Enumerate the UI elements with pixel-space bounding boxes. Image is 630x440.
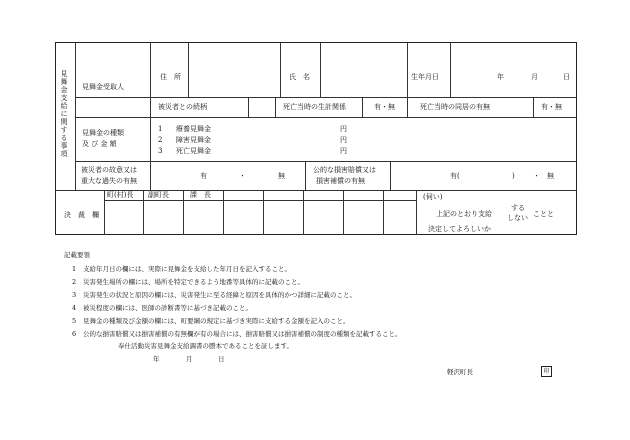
public-compensation-yes[interactable]: 有( [450,172,460,180]
stamp-box-chief[interactable] [184,201,222,234]
approval-header-deputy: 副町長 [148,191,169,199]
note-text: 見舞金の種類及び金額の欄には、町要綱の規定に基づき実際に支給する金額を記入のこと。 [83,317,350,325]
stamp-box-deputy[interactable] [144,201,182,234]
address-field[interactable] [189,43,279,96]
name-field[interactable] [321,43,406,96]
col-divider [303,190,304,235]
item-label-death: 死亡見舞金 [176,147,211,155]
item-no: 1 [158,125,163,133]
inquiry-koto: ことと [533,210,554,218]
certify-year: 年 [153,355,160,363]
seal-stamp: 印 [541,366,552,377]
item-no: 2 [158,136,163,144]
negligence-label-2: 重大な過失の有無 [81,177,137,185]
birth-month-label: 月 [531,73,538,81]
cohabit-label: 死亡当時の同居の有無 [420,103,490,111]
cohabit-value[interactable]: 有・無 [541,103,562,111]
negligence-yes[interactable]: 有 [200,172,207,180]
note-text: 被災程度の欄には、医師の診断書等に基づき記載のこと。 [83,304,252,312]
col-divider [150,42,151,117]
col-divider [275,97,276,117]
item-no: 3 [158,147,163,155]
inquiry-label: (伺い) [423,193,443,201]
certify-month: 月 [186,355,193,363]
note-text: 災害発生の状況と原因の欄には、災害発生に至る経緯と原因を具体的かつ詳細に記載のこと。 [83,291,356,299]
kind-label-2: 及 び 金 額 [82,140,117,148]
note-text: 公的な損害賠償又は損害補償の有無欄が有の場合には、損害賠償又は損害補償の制度の種類を記載すること。 [83,330,402,338]
public-compensation-label-1: 公的な損害賠償又は [313,166,376,174]
note-no: 3 [72,291,77,299]
item-label-medical: 療養見舞金 [176,125,211,133]
item-unit: 円 [340,147,347,155]
item-label-disability: 障害見舞金 [176,136,211,144]
col-divider [280,42,281,97]
breadwinner-value[interactable]: 有・無 [374,103,395,111]
public-compensation-no[interactable]: ・ 無 [533,172,554,180]
col-divider [150,117,151,161]
birthdate-label: 生年月日 [411,73,439,81]
recipient-label: 見舞金受取人 [82,83,124,91]
row-divider [55,190,577,191]
note-text: 災害発生場所の欄には、場所を特定できるよう地番等具体的に記載のこと。 [83,278,304,286]
section-label: 見舞金支給に関する事項 [60,70,68,158]
certify-text: 奉仕活動災害見舞金支給調書の謄本であることを証します。 [118,342,293,350]
name-label: 氏 名 [289,73,310,81]
note-no: 1 [72,265,77,273]
approval-header-mayor: 町(村)長 [107,191,134,199]
col-divider [362,97,363,117]
col-divider [263,190,264,235]
col-divider [305,161,306,190]
public-compensation-close: ) [512,172,515,180]
approval-header-chief: 課 長 [190,191,211,199]
col-divider [383,190,384,235]
negligence-dot: ・ [239,172,246,180]
negligence-no[interactable]: 無 [278,172,285,180]
note-no: 5 [72,317,77,325]
col-divider [223,190,224,235]
negligence-label-1: 被災者の故意又は [81,166,137,174]
inquiry-line2: 決定してよろしいか [428,225,491,233]
note-no: 2 [72,278,77,286]
kind-label-1: 見舞金の種類 [82,129,124,137]
breadwinner-label: 死亡当時の生計関係 [283,103,346,111]
col-divider [407,97,408,117]
item-unit: 円 [340,125,347,133]
col-divider [75,42,76,190]
public-compensation-label-2: 損害補償の有無 [316,177,365,185]
inquiry-line1: 上記のとおり支給 [436,210,492,218]
note-text: 支給年月日の欄には、実際に見舞金を支給した年月日を記入すること。 [83,265,291,273]
col-divider [533,97,534,117]
birth-day-label: 日 [563,73,570,81]
relation-field[interactable] [249,98,274,116]
relation-label: 被災者との続柄 [158,103,207,111]
signer-title: 軽沢町長 [447,368,473,376]
note-no: 4 [72,304,77,312]
notes-title: 記載要領 [64,251,90,259]
col-divider [416,190,417,235]
col-divider [390,161,391,190]
col-divider [343,190,344,235]
certify-day: 日 [218,355,225,363]
stamp-box-mayor[interactable] [105,201,142,234]
approval-label: 決 裁 欄 [64,211,99,219]
col-divider [450,42,451,97]
col-divider [407,42,408,97]
inquiry-shinai[interactable]: しない [507,214,528,222]
col-divider [150,161,151,190]
address-label: 住 所 [160,73,181,81]
note-no: 6 [72,330,77,338]
item-unit: 円 [340,136,347,144]
inquiry-suru[interactable]: する [511,204,525,212]
birth-year-label: 年 [497,73,504,81]
